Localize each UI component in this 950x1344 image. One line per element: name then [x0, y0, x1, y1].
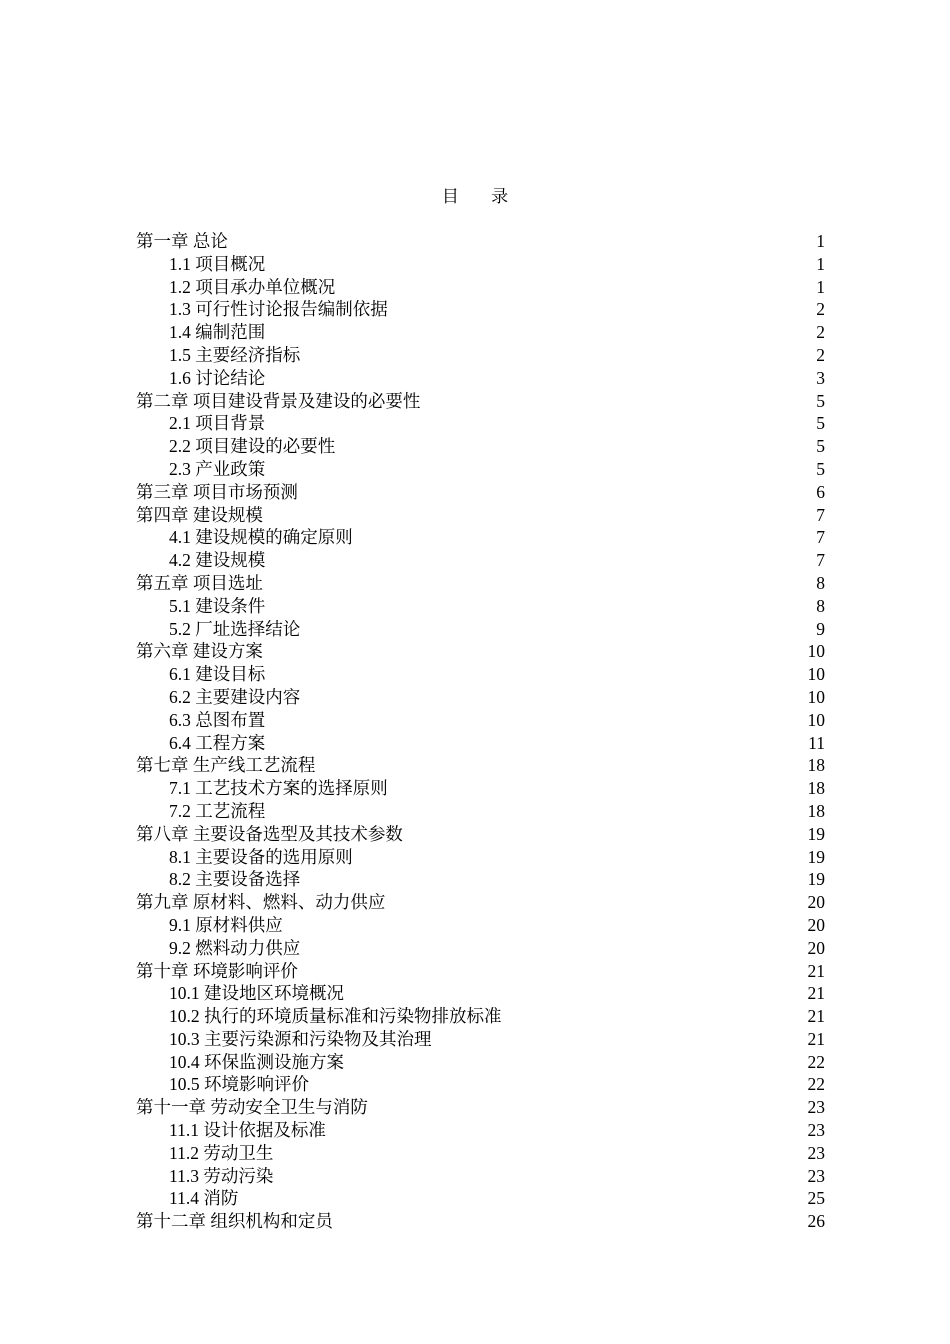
toc-entry-page-number: 20 — [807, 937, 825, 958]
toc-entry-label: 第九章 原材料、燃料、动力供应 — [136, 892, 386, 913]
toc-entry-page-number: 20 — [807, 892, 825, 913]
toc-entry-label: 6.2 主要建设内容 — [169, 686, 301, 707]
toc-entry-label: 1.6 讨论结论 — [169, 367, 266, 388]
toc-entry-label: 10.5 环境影响评价 — [169, 1074, 309, 1095]
toc-entry-label: 2.1 项目背景 — [169, 413, 266, 434]
toc-entry-page-number: 8 — [816, 595, 825, 616]
toc-entry-page-number: 23 — [807, 1142, 825, 1163]
toc-section-entry[interactable] — [136, 914, 825, 937]
toc-entry-page-number: 8 — [816, 572, 825, 593]
toc-entry-page-number: 19 — [807, 823, 825, 844]
toc-entry-label: 6.4 工程方案 — [169, 732, 266, 753]
toc-section-entry[interactable] — [136, 526, 825, 549]
toc-entry-page-number: 18 — [807, 778, 825, 799]
toc-section-entry[interactable] — [136, 1028, 825, 1051]
toc-section-entry[interactable] — [136, 1005, 825, 1028]
toc-entry-label: 11.1 设计依据及标准 — [169, 1120, 326, 1141]
toc-section-entry[interactable] — [136, 686, 825, 709]
toc-entry-label: 11.4 消防 — [169, 1188, 239, 1209]
toc-entry-page-number: 18 — [807, 800, 825, 821]
toc-title: 目 录 — [441, 187, 523, 206]
toc-chapter-entry[interactable] — [136, 481, 825, 504]
toc-section-entry[interactable] — [136, 846, 825, 869]
toc-section-entry[interactable] — [136, 937, 825, 960]
toc-entry-page-number: 25 — [807, 1188, 825, 1209]
toc-section-entry[interactable] — [136, 549, 825, 572]
toc-section-entry[interactable] — [136, 344, 825, 367]
toc-section-entry[interactable] — [136, 412, 825, 435]
toc-entry-page-number: 23 — [807, 1097, 825, 1118]
toc-section-entry[interactable] — [136, 253, 825, 276]
toc-chapter-entry[interactable] — [136, 823, 825, 846]
toc-section-entry[interactable] — [136, 800, 825, 823]
toc-entry-label: 第十一章 劳动安全卫生与消防 — [136, 1097, 368, 1118]
toc-entry-page-number: 22 — [807, 1051, 825, 1072]
toc-section-entry[interactable] — [136, 435, 825, 458]
toc-entry-label: 第十章 环境影响评价 — [136, 960, 298, 981]
toc-section-entry[interactable] — [136, 276, 825, 299]
toc-section-entry[interactable] — [136, 1165, 825, 1188]
toc-section-entry[interactable] — [136, 732, 825, 755]
toc-entry-page-number: 5 — [816, 458, 825, 479]
toc-section-entry[interactable] — [136, 618, 825, 641]
toc-chapter-entry[interactable] — [136, 754, 825, 777]
toc-chapter-entry[interactable] — [136, 640, 825, 663]
toc-entry-label: 7.2 工艺流程 — [169, 800, 266, 821]
toc-entry-page-number: 21 — [807, 1028, 825, 1049]
toc-section-entry[interactable] — [136, 1142, 825, 1165]
toc-chapter-entry[interactable] — [136, 572, 825, 595]
toc-section-entry[interactable] — [136, 458, 825, 481]
toc-entry-label: 第三章 项目市场预测 — [136, 481, 298, 502]
toc-entry-page-number: 9 — [816, 618, 825, 639]
toc-section-entry[interactable] — [136, 321, 825, 344]
toc-section-entry[interactable] — [136, 868, 825, 891]
toc-entry-page-number: 1 — [816, 253, 825, 274]
toc-chapter-entry[interactable] — [136, 1210, 825, 1233]
toc-entry-page-number: 23 — [807, 1120, 825, 1141]
toc-entry-page-number: 7 — [816, 550, 825, 571]
toc-entry-label: 第七章 生产线工艺流程 — [136, 755, 316, 776]
toc-entry-page-number: 21 — [807, 960, 825, 981]
toc-entry-page-number: 11 — [808, 732, 825, 753]
toc-entry-page-number: 7 — [816, 527, 825, 548]
toc-entry-page-number: 26 — [807, 1211, 825, 1232]
toc-entry-label: 10.3 主要污染源和污染物及其治理 — [169, 1028, 432, 1049]
toc-chapter-entry[interactable] — [136, 390, 825, 413]
toc-entry-label: 2.3 产业政策 — [169, 458, 266, 479]
toc-entry-page-number: 10 — [807, 641, 825, 662]
toc-section-entry[interactable] — [136, 1051, 825, 1074]
toc-entry-label: 第一章 总论 — [136, 231, 228, 251]
toc-entry-label: 1.2 项目承办单位概况 — [169, 276, 336, 297]
toc-entry-label: 第十二章 组织机构和定员 — [136, 1211, 333, 1232]
toc-entry-label: 11.2 劳动卫生 — [169, 1142, 274, 1163]
toc-entry-label: 9.1 原材料供应 — [169, 914, 283, 935]
toc-entry-label: 10.4 环保监测设施方案 — [169, 1051, 344, 1072]
toc-entry-page-number: 22 — [807, 1074, 825, 1095]
toc-section-entry[interactable] — [136, 298, 825, 321]
toc-entry-label: 第四章 建设规模 — [136, 504, 263, 525]
toc-entry-page-number: 5 — [816, 390, 825, 411]
toc-section-entry[interactable] — [136, 595, 825, 618]
toc-entry-label: 6.3 总图布置 — [169, 709, 266, 730]
toc-section-entry[interactable] — [136, 1073, 825, 1096]
toc-chapter-entry[interactable] — [136, 891, 825, 914]
toc-entry-label: 8.2 主要设备选择 — [169, 869, 301, 890]
toc-entry-label: 6.1 建设目标 — [169, 664, 266, 685]
toc-entry-label: 第二章 项目建设背景及建设的必要性 — [136, 390, 421, 411]
toc-entry-label: 10.2 执行的环境质量标准和污染物排放标准 — [169, 1006, 502, 1027]
toc-entry-page-number: 10 — [807, 664, 825, 685]
toc-chapter-entry[interactable] — [136, 960, 825, 983]
toc-entry-page-number: 21 — [807, 1006, 825, 1027]
toc-chapter-entry[interactable] — [136, 230, 825, 253]
toc-section-entry[interactable] — [136, 1187, 825, 1210]
toc-entry-page-number: 20 — [807, 914, 825, 935]
toc-entry-page-number: 18 — [807, 755, 825, 776]
toc-section-entry[interactable] — [136, 1119, 825, 1142]
toc-entry-page-number: 1 — [816, 231, 825, 251]
toc-entry-label: 2.2 项目建设的必要性 — [169, 436, 336, 457]
toc-entry-page-number: 10 — [807, 709, 825, 730]
toc-entry-label: 7.1 工艺技术方案的选择原则 — [169, 778, 388, 799]
toc-list — [136, 230, 825, 1233]
toc-entry-page-number: 19 — [807, 869, 825, 890]
toc-entry-label: 11.3 劳动污染 — [169, 1165, 274, 1186]
toc-section-entry[interactable] — [136, 709, 825, 732]
toc-entry-page-number: 10 — [807, 686, 825, 707]
toc-entry-page-number: 19 — [807, 846, 825, 867]
toc-entry-label: 1.1 项目概况 — [169, 253, 266, 274]
toc-entry-page-number: 6 — [816, 481, 825, 502]
toc-entry-page-number: 23 — [807, 1165, 825, 1186]
toc-entry-page-number: 21 — [807, 983, 825, 1004]
toc-entry-page-number: 5 — [816, 436, 825, 457]
toc-entry-label: 4.1 建设规模的确定原则 — [169, 527, 353, 548]
toc-chapter-entry[interactable] — [136, 504, 825, 527]
toc-entry-label: 8.1 主要设备的选用原则 — [169, 846, 353, 867]
toc-chapter-entry[interactable] — [136, 1096, 825, 1119]
toc-entry-page-number: 2 — [816, 344, 825, 365]
toc-entry-label: 4.2 建设规模 — [169, 550, 266, 571]
toc-section-entry[interactable] — [136, 367, 825, 390]
toc-entry-label: 1.5 主要经济指标 — [169, 344, 301, 365]
toc-section-entry[interactable] — [136, 777, 825, 800]
toc-entry-label: 第五章 项目选址 — [136, 572, 263, 593]
toc-entry-page-number: 2 — [816, 299, 825, 320]
toc-entry-label: 1.3 可行性讨论报告编制依据 — [169, 299, 388, 320]
toc-section-entry[interactable] — [136, 663, 825, 686]
toc-entry-label: 5.2 厂址选择结论 — [169, 618, 301, 639]
toc-entry-label: 9.2 燃料动力供应 — [169, 937, 301, 958]
toc-entry-page-number: 1 — [816, 276, 825, 297]
toc-section-entry[interactable] — [136, 982, 825, 1005]
toc-entry-page-number: 5 — [816, 413, 825, 434]
toc-entry-label: 5.1 建设条件 — [169, 595, 266, 616]
toc-entry-label: 10.1 建设地区环境概况 — [169, 983, 344, 1004]
toc-entry-label: 第六章 建设方案 — [136, 641, 263, 662]
toc-entry-label: 1.4 编制范围 — [169, 322, 266, 343]
toc-entry-page-number: 7 — [816, 504, 825, 525]
toc-entry-page-number: 3 — [816, 367, 825, 388]
toc-entry-page-number: 2 — [816, 322, 825, 343]
toc-entry-label: 第八章 主要设备选型及其技术参数 — [136, 823, 403, 844]
